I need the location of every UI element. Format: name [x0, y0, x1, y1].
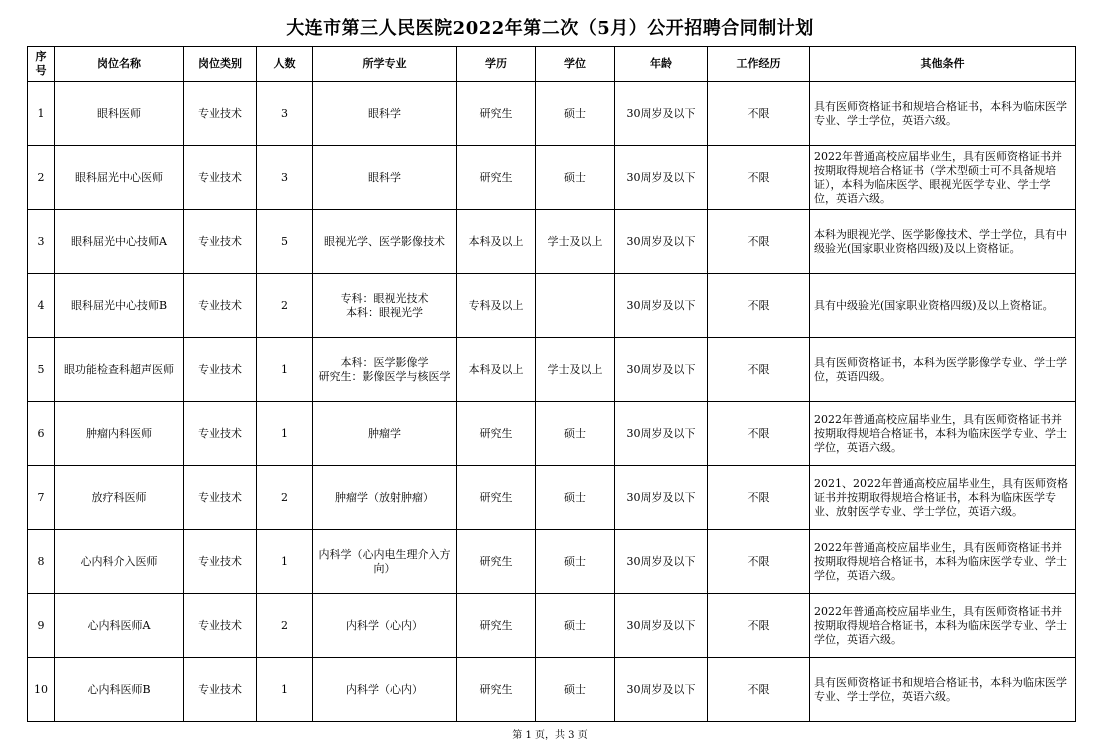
cell-age: 30周岁及以下	[615, 466, 708, 530]
document-title: 大连市第三人民医院2022年第二次（5月）公开招聘合同制计划	[286, 18, 814, 39]
header-major: 所学专业	[313, 47, 457, 82]
cell-experience: 不限	[708, 82, 810, 146]
cell-degree	[536, 274, 615, 338]
cell-count: 1	[257, 402, 313, 466]
cell-conditions: 具有医师资格证书和规培合格证书，本科为临床医学专业、学士学位，英语六级。	[810, 82, 1076, 146]
cell-age: 30周岁及以下	[615, 146, 708, 210]
cell-conditions: 具有中级验光(国家职业资格四级)及以上资格证。	[810, 274, 1076, 338]
header-position-name: 岗位名称	[55, 47, 184, 82]
header-age: 年龄	[615, 47, 708, 82]
cell-major	[313, 658, 457, 722]
cell-education: 专科及以上	[457, 274, 536, 338]
cell-age: 30周岁及以下	[615, 82, 708, 146]
cell-no: 2	[28, 146, 55, 210]
cell-no: 6	[28, 402, 55, 466]
cell-no: 4	[28, 274, 55, 338]
header-conditions: 其他条件	[810, 47, 1076, 82]
cell-position-name: 眼科医师	[55, 82, 184, 146]
cell-degree: 学士及以上	[536, 210, 615, 274]
cell-degree: 学士及以上	[536, 338, 615, 402]
major-line: 内科学（心内）	[346, 682, 423, 696]
cell-position-name: 眼功能检查科超声医师	[55, 338, 184, 402]
header-experience: 工作经历	[708, 47, 810, 82]
cell-experience: 不限	[708, 146, 810, 210]
cell-age: 30周岁及以下	[615, 658, 708, 722]
cell-experience: 不限	[708, 466, 810, 530]
cell-position-category: 专业技术	[184, 530, 257, 594]
cell-no: 7	[28, 466, 55, 530]
cell-experience: 不限	[708, 338, 810, 402]
cell-position-name: 心内科医师B	[55, 658, 184, 722]
table-row	[28, 82, 1076, 146]
cell-education: 研究生	[457, 402, 536, 466]
cell-position-name: 眼科屈光中心技师B	[55, 274, 184, 338]
cell-education: 研究生	[457, 594, 536, 658]
cell-experience: 不限	[708, 658, 810, 722]
cell-position-name: 眼科屈光中心技师A	[55, 210, 184, 274]
table-row	[28, 466, 1076, 530]
cell-no: 9	[28, 594, 55, 658]
header-education: 学历	[457, 47, 536, 82]
cell-count: 2	[257, 274, 313, 338]
cell-conditions: 2022年普通高校应届毕业生，具有医师资格证书并按期取得规培合格证书，本科为临床医学专业、学士学位，英语六级。	[810, 402, 1076, 466]
cell-count: 1	[257, 658, 313, 722]
cell-count: 1	[257, 338, 313, 402]
cell-experience: 不限	[708, 274, 810, 338]
cell-degree: 硕士	[536, 530, 615, 594]
cell-count: 1	[257, 530, 313, 594]
cell-position-category: 专业技术	[184, 658, 257, 722]
cell-education: 研究生	[457, 658, 536, 722]
cell-experience: 不限	[708, 594, 810, 658]
table-row	[28, 274, 1076, 338]
cell-education: 研究生	[457, 466, 536, 530]
cell-degree: 硕士	[536, 594, 615, 658]
cell-age: 30周岁及以下	[615, 594, 708, 658]
cell-no: 3	[28, 210, 55, 274]
cell-degree: 硕士	[536, 466, 615, 530]
cell-experience: 不限	[708, 530, 810, 594]
major-line: 肿瘤学	[368, 426, 401, 440]
cell-conditions: 本科为眼视光学、医学影像技术、学士学位，具有中级验光(国家职业资格四级)及以上资格证。	[810, 210, 1076, 274]
cell-experience: 不限	[708, 402, 810, 466]
header-degree: 学位	[536, 47, 615, 82]
cell-major	[313, 146, 457, 210]
cell-major	[313, 466, 457, 530]
cell-conditions: 2022年普通高校应届毕业生，具有医师资格证书并按期取得规培合格证书，本科为临床医学专业、学士学位，英语六级。	[810, 594, 1076, 658]
major-line: 眼科学	[368, 106, 401, 120]
cell-education: 研究生	[457, 530, 536, 594]
major-line: 肿瘤学（放射肿瘤）	[335, 490, 434, 504]
cell-position-name: 肿瘤内科医师	[55, 402, 184, 466]
cell-count: 5	[257, 210, 313, 274]
table-row	[28, 146, 1076, 210]
table-row	[28, 338, 1076, 402]
cell-no: 5	[28, 338, 55, 402]
header-position-category: 岗位类别	[184, 47, 257, 82]
cell-conditions: 具有医师资格证书和规培合格证书，本科为临床医学专业、学士学位，英语六级。	[810, 658, 1076, 722]
major-line: 眼科学	[368, 170, 401, 184]
cell-conditions: 具有医师资格证书，本科为医学影像学专业、学士学位，英语四级。	[810, 338, 1076, 402]
cell-position-category: 专业技术	[184, 402, 257, 466]
cell-degree: 硕士	[536, 82, 615, 146]
cell-major	[313, 210, 457, 274]
cell-no: 8	[28, 530, 55, 594]
cell-degree: 硕士	[536, 402, 615, 466]
major-line: 研究生：影像医学与核医学	[318, 369, 451, 383]
table-body	[28, 82, 1076, 722]
table-row	[28, 658, 1076, 722]
header-no: 序号	[28, 47, 55, 82]
major-line: 本科：医学影像学	[340, 355, 429, 369]
cell-position-category: 专业技术	[184, 338, 257, 402]
cell-age: 30周岁及以下	[615, 338, 708, 402]
cell-conditions: 2021、2022年普通高校应届毕业生，具有医师资格证书并按期取得规培合格证书，本科为临床医学专业、放射医学专业、学士学位，英语六级。	[810, 466, 1076, 530]
cell-major	[313, 594, 457, 658]
cell-count: 2	[257, 466, 313, 530]
cell-major	[313, 530, 457, 594]
cell-no: 10	[28, 658, 55, 722]
major-line: 专科：眼视光技术	[340, 291, 429, 305]
cell-age: 30周岁及以下	[615, 530, 708, 594]
cell-education: 本科及以上	[457, 210, 536, 274]
cell-major	[313, 274, 457, 338]
cell-age: 30周岁及以下	[615, 274, 708, 338]
cell-count: 3	[257, 146, 313, 210]
cell-education: 本科及以上	[457, 338, 536, 402]
cell-age: 30周岁及以下	[615, 402, 708, 466]
cell-age: 30周岁及以下	[615, 210, 708, 274]
header-count: 人数	[257, 47, 313, 82]
cell-no: 1	[28, 82, 55, 146]
cell-count: 3	[257, 82, 313, 146]
cell-major	[313, 338, 457, 402]
cell-education: 研究生	[457, 146, 536, 210]
cell-position-category: 专业技术	[184, 82, 257, 146]
table-row	[28, 530, 1076, 594]
cell-position-category: 专业技术	[184, 466, 257, 530]
table-row	[28, 594, 1076, 658]
cell-major	[313, 82, 457, 146]
cell-position-category: 专业技术	[184, 210, 257, 274]
cell-major	[313, 402, 457, 466]
cell-position-name: 心内科介入医师	[55, 530, 184, 594]
recruitment-table	[27, 46, 1076, 722]
major-line: 内科学（心内）	[346, 618, 423, 632]
cell-degree: 硕士	[536, 146, 615, 210]
header-row	[28, 47, 1076, 82]
cell-education: 研究生	[457, 82, 536, 146]
cell-experience: 不限	[708, 210, 810, 274]
cell-degree: 硕士	[536, 658, 615, 722]
major-line: 本科：眼视光学	[346, 305, 423, 319]
cell-position-name: 心内科医师A	[55, 594, 184, 658]
cell-position-name: 放疗科医师	[55, 466, 184, 530]
cell-position-name: 眼科屈光中心医师	[55, 146, 184, 210]
table-row	[28, 210, 1076, 274]
cell-conditions: 2022年普通高校应届毕业生，具有医师资格证书并按期取得规培合格证书，本科为临床医学专业、学士学位，英语六级。	[810, 530, 1076, 594]
cell-position-category: 专业技术	[184, 594, 257, 658]
cell-position-category: 专业技术	[184, 146, 257, 210]
page-footer: 第 1 页，共 3 页	[512, 730, 588, 741]
cell-conditions: 2022年普通高校应届毕业生，具有医师资格证书并按期取得规培合格证书（学术型硕士可不具备规培证），本科为临床医学、眼视光医学专业、学士学位，英语六级。	[810, 146, 1076, 210]
major-line: 眼视光学、医学影像技术	[324, 234, 445, 248]
major-line: 内科学（心内电生理介入方向）	[318, 547, 451, 575]
cell-count: 2	[257, 594, 313, 658]
table-row	[28, 402, 1076, 466]
cell-position-category: 专业技术	[184, 274, 257, 338]
